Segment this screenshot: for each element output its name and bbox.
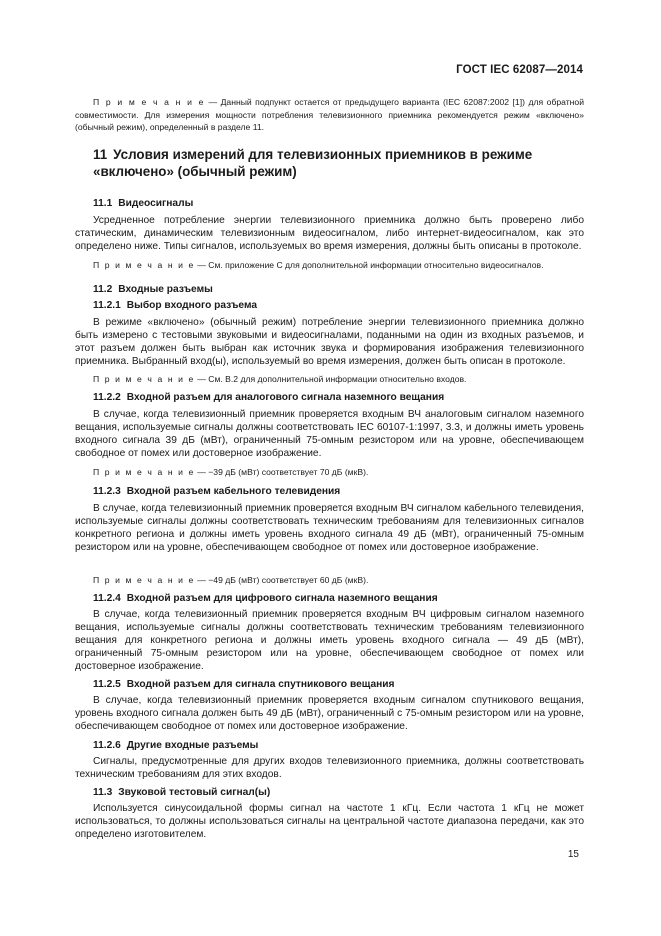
subsection-title: Звуковой тестовый сигнал(ы) (118, 787, 271, 798)
subsection-title: Входной разъем кабельного телевидения (126, 486, 341, 497)
subsection-11-2-5-heading (75, 678, 584, 691)
subsection-number: 11.2.2 (93, 392, 121, 403)
subsection-title: Входной разъем для сигнала спутникового вещания (126, 679, 395, 690)
subsection-11-2-3-heading (75, 485, 584, 498)
subsection-11-2-heading (75, 283, 584, 296)
note-text: — Данный подпункт остается от предыдущего варианта (IEC 62087:2002 [1]) для обратной совместимости. Для измерения мощности потребления телевизионного приемника рекомендуется режим «включено» (обычный режим), определенный в разделе 11. (75, 97, 584, 132)
subsection-11-2-2-note (75, 466, 584, 479)
subsection-number: 11.2.3 (93, 486, 121, 497)
subsection-11-1-note (75, 259, 584, 272)
subsection-title: Другие входные разъемы (126, 740, 259, 751)
subsection-11-3-text (75, 802, 584, 841)
subsection-number: 11.1 (93, 198, 113, 209)
paragraph: Усредненное потребление энергии телевизионного приемника должно быть проверено либо статическим, динамическим телевизионным видеосигналом, либо интернет-видеосигналом, как это определено ниже. Типы сигналов, используемых во время измерения, должны быть описаны в протоколе. (75, 215, 584, 252)
paragraph: В режиме «включено» (обычный режим) потребление энергии телевизионного приемника должно быть измерено с тестовыми звуковыми и видеосигналами, поданными на один из входных разъемов, и этот разъем должен быть выбран как источник звука и формирования изображения телевизионного приемника. Выбранный вход(ы), используемый во время измерения, должен быть описан в протоколе. (75, 317, 584, 367)
subsection-number: 11.2.1 (93, 300, 121, 311)
paragraph: В случае, когда телевизионный приемник проверяется входным ВЧ аналоговым сигналом наземного вещания, используемые сигналы должны соответствовать IEC 60107-1:1997, 3.3, и должны иметь уровень входного сигнала 39 дБ (мВт), ограниченный 75-омным резистором или на уровне, обеспечивающем свободное от помех или достоверное изображение. (75, 409, 584, 459)
note-text: — См. В.2 для дополнительной информации относительно входов. (194, 374, 467, 384)
subsection-title: Входной разъем для цифрового сигнала наземного вещания (126, 593, 438, 604)
note-text: — −39 дБ (мВт) соответствует 70 дБ (мкВ). (194, 467, 369, 477)
note-top (75, 96, 584, 134)
paragraph: Сигналы, предусмотренные для других входов телевизионного приемника, должны соответствовать техническим требованиям для этих входов. (75, 756, 584, 780)
subsection-11-1-heading (75, 197, 584, 210)
note-label: П р и м е ч а н и е (93, 97, 205, 107)
paragraph: Используется синусоидальной формы сигнал на частоте 1 кГц. Если частота 1 кГц не может использоваться, то должны использоваться сигналы на центральной частоте диапазона передачи, как это определено изготовителем. (75, 803, 584, 840)
subsection-11-2-2-heading (75, 391, 584, 404)
subsection-title: Входные разъемы (118, 284, 213, 295)
subsection-number: 11.2.6 (93, 740, 121, 751)
standard-header: ГОСТ IEC 62087—2014 (456, 64, 583, 76)
paragraph: В случае, когда телевизионный приемник проверяется входным сигналом спутникового вещания, уровень входного сигнала должен быть 49 дБ (мВт), ограниченный с 75-омным резистором или на уровне, обеспечивающем свободное от помех или достоверное изображение. (75, 695, 584, 732)
subsection-11-2-3-text (75, 502, 584, 554)
subsection-number: 11.2 (93, 284, 113, 295)
subsection-number: 11.2.4 (93, 593, 121, 604)
subsection-title: Входной разъем для аналогового сигнала наземного вещания (126, 392, 445, 403)
section-title: Условия измерений для телевизионных приемников в режиме «включено» (обычный режим) (93, 147, 533, 179)
subsection-11-2-4-heading (75, 592, 584, 605)
subsection-11-1-text (75, 214, 584, 253)
subsection-11-2-4-text (75, 608, 584, 673)
paragraph: В случае, когда телевизионный приемник проверяется входным ВЧ цифровым сигналом наземного вещания, используемые сигналы должны соответствовать техническим требованиям телевизионного вещания для конкретного региона и должны иметь уровень входного сигнала — 49 дБ (мВт), ограниченный 75-омным резистором или на уровне, обеспечивающем свободное от помех или достоверное изображение. (75, 609, 584, 672)
note-paragraph (75, 96, 584, 134)
subsection-number: 11.2.5 (93, 679, 121, 690)
section-number: 11 (93, 147, 108, 162)
subsection-number: 11.3 (93, 787, 113, 798)
subsection-title: Видеосигналы (118, 198, 194, 209)
note-label: П р и м е ч а н и е (93, 467, 195, 477)
subsection-11-3-heading (75, 786, 584, 799)
subsection-11-2-6-heading (75, 739, 584, 752)
note-label: П р и м е ч а н и е (93, 575, 195, 585)
paragraph: В случае, когда телевизионный приемник проверяется входным ВЧ сигналом кабельного телевидения, используемые сигналы должны соответствовать техническим требованиям для телевизионных сигналов конкретного региона и должны иметь уровень входного сигнала 49 дБ (мВт), ограниченный 75-омным резистором или на уровне, обеспечивающем свободное от помех или достоверное изображение. (75, 503, 584, 553)
subsection-11-2-1-text (75, 316, 584, 368)
subsection-11-2-1-note (75, 373, 584, 386)
page-number: 15 (567, 849, 579, 860)
subsection-title: Выбор входного разъема (126, 300, 258, 311)
subsection-11-2-5-text (75, 694, 584, 733)
subsection-11-2-1-heading (75, 299, 584, 312)
note-text: — −49 дБ (мВт) соответствует 60 дБ (мкВ). (194, 575, 369, 585)
note-label: П р и м е ч а н и е (93, 374, 195, 384)
subsection-11-2-2-text (75, 408, 584, 460)
subsection-11-2-3-note (75, 574, 584, 587)
note-label: П р и м е ч а н и е (93, 260, 195, 270)
subsection-11-2-6-text (75, 755, 584, 781)
section-11-heading (75, 146, 584, 180)
note-text: — См. приложение С для дополнительной информации относительно видеосигналов. (194, 260, 544, 270)
